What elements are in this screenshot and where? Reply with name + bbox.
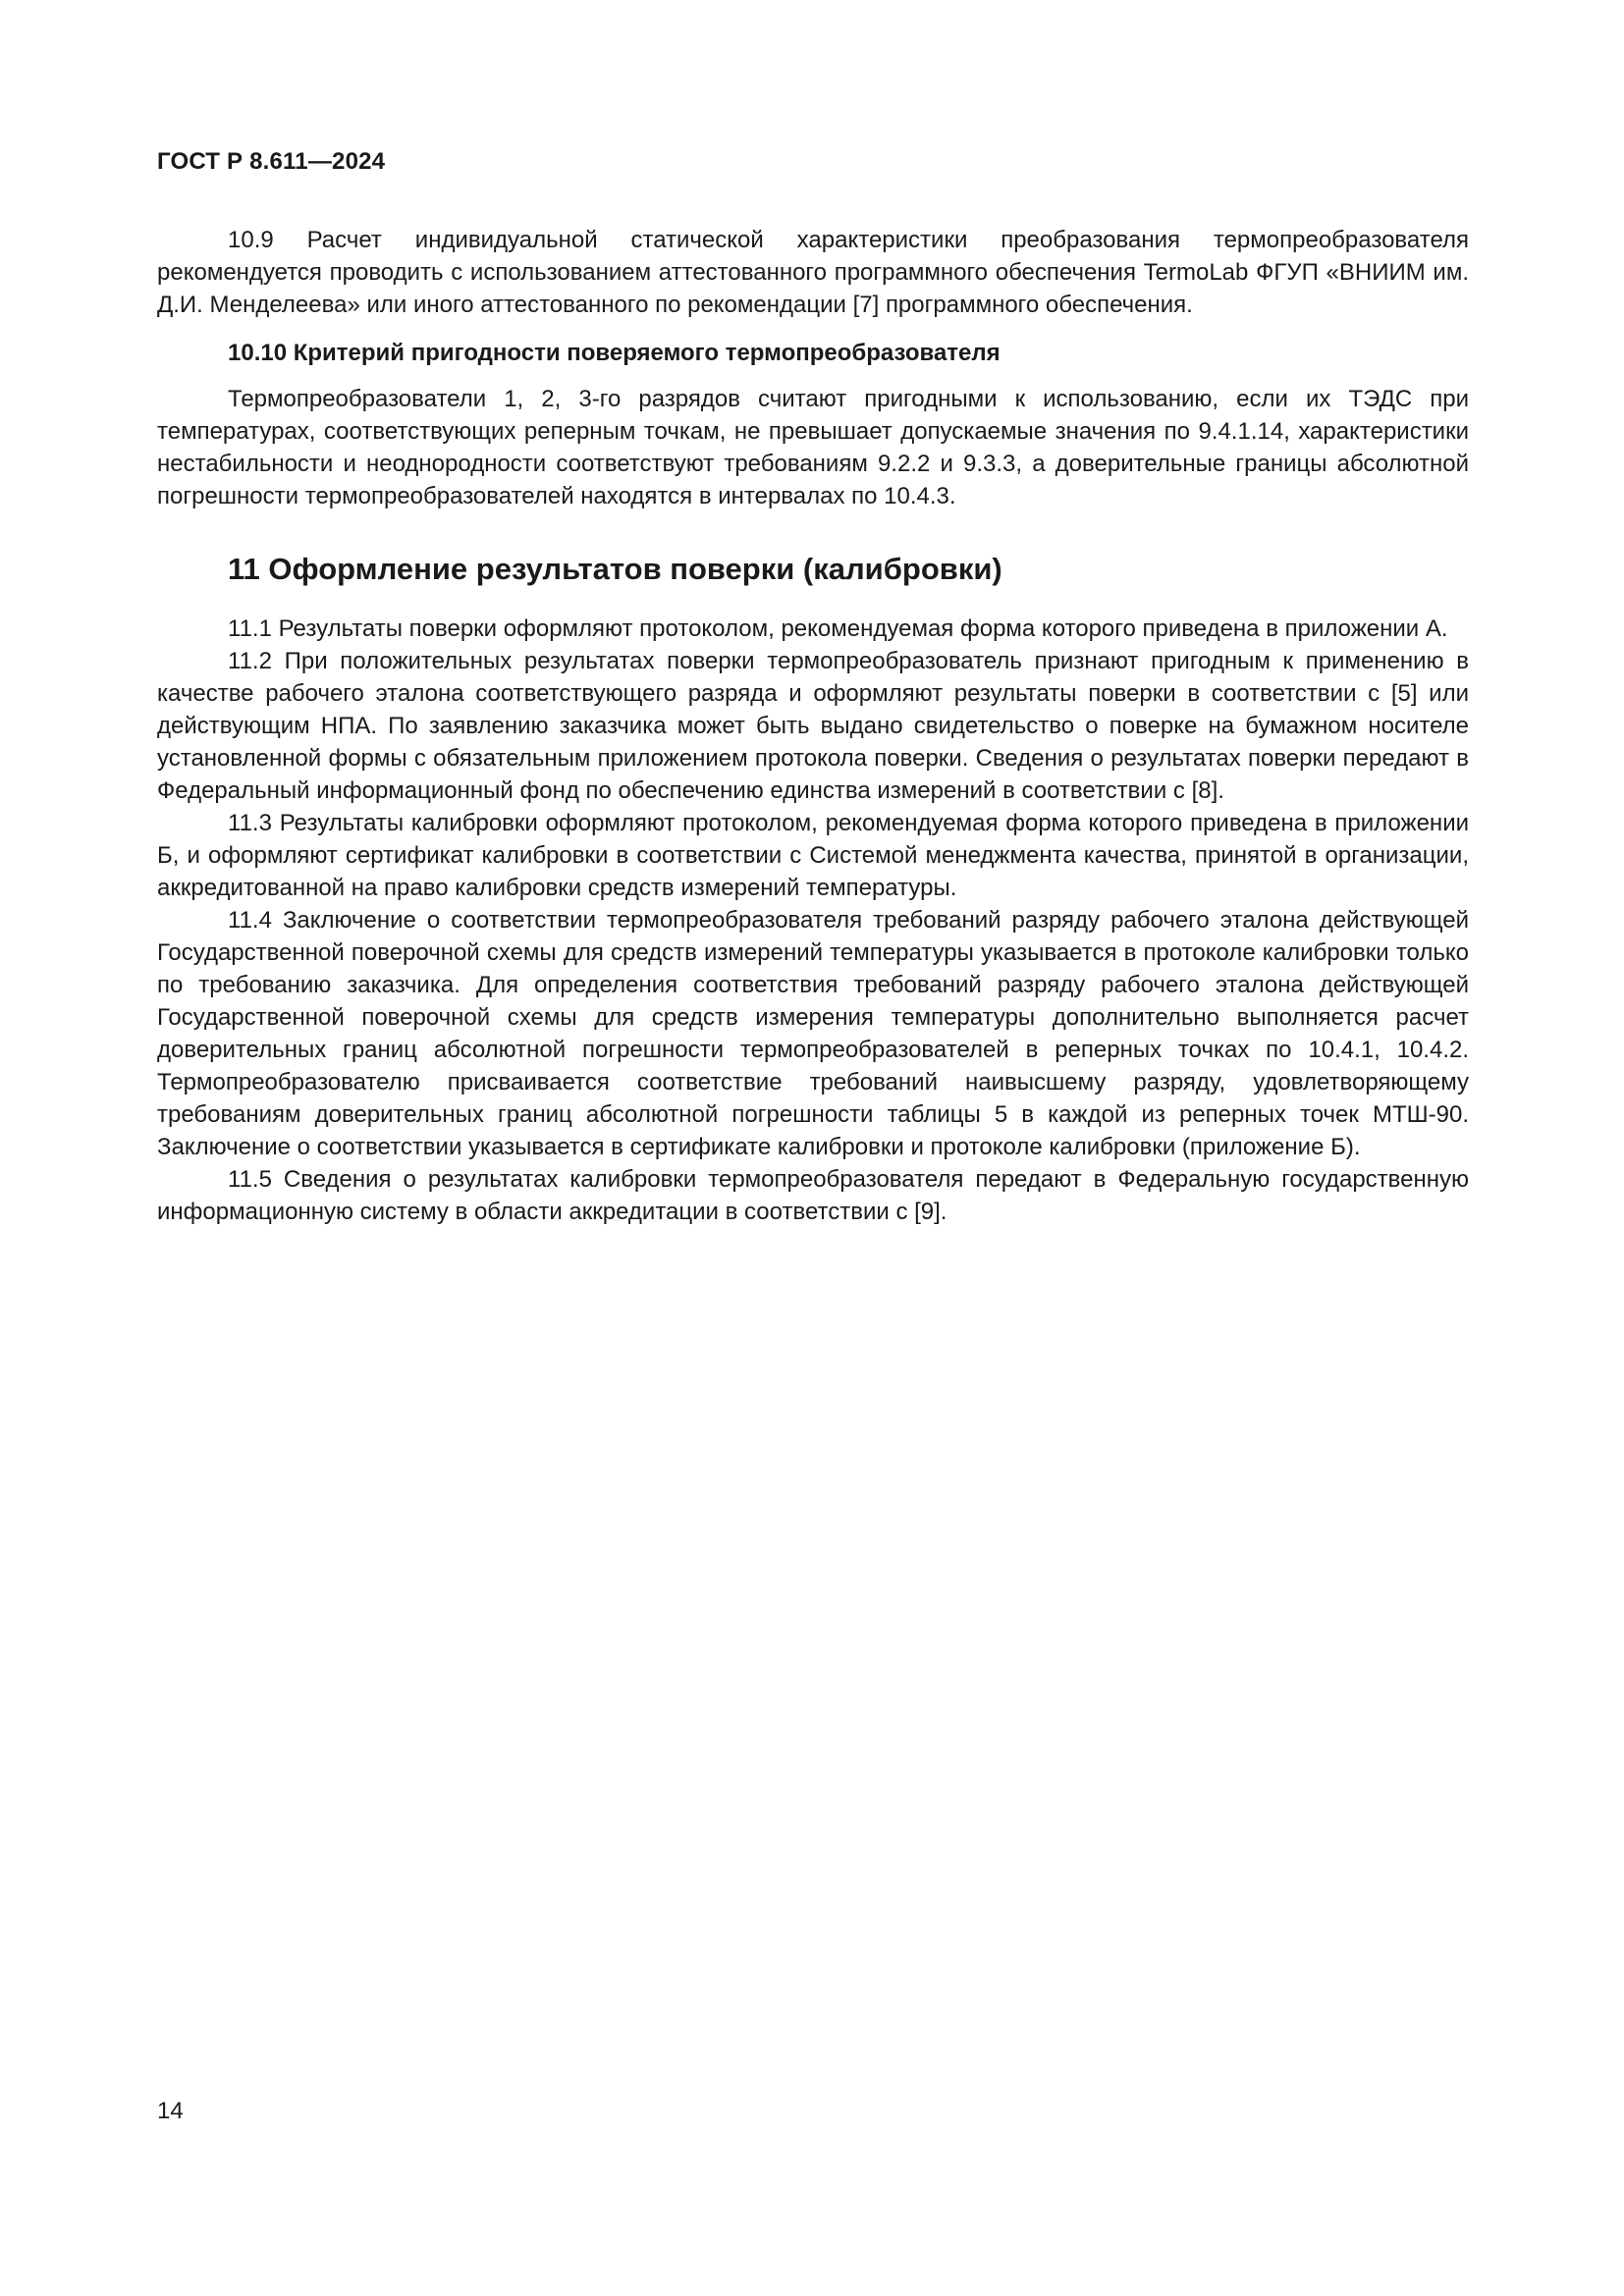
page-number: 14 — [157, 2098, 184, 2124]
document-code-header: ГОСТ Р 8.611—2024 — [157, 148, 386, 175]
paragraph-10-9: 10.9 Расчет индивидуальной статической характеристики преобразования термопреобразователя рекомендуется проводить с использованием аттестованного программного обеспечения TermoLab ФГУП «ВНИИМ им. Д.И. Менделеева» или иного аттестованного по рекомендации [7] программного обеспечения. — [157, 227, 1469, 318]
paragraph-11-2: 11.2 При положительных результатах поверки термопреобразователь признают пригодным к применению в качестве рабочего эталона соответствующего разряда и оформляют результаты поверки в соответствии с [5] или действующим НПА. По заявлению заказчика может быть выдано свидетельство о поверке на бумажном носителе установленной формы с обязательным приложением протокола поверки. Сведения о результатах поверки передают в Федеральный информационный фонд по обеспечению единства измерений в соответствии с [8]. — [157, 648, 1469, 804]
subsection-heading-10-10: 10.10 Критерий пригодности поверяемого термопреобразователя — [228, 340, 1001, 366]
paragraph-11-3: 11.3 Результаты калибровки оформляют протоколом, рекомендуемая форма которого приведена в приложении Б, и оформляют сертификат калибровки в соответствии с Системой менеджмента качества, принятой в организации, аккредитованной на право калибровки средств измерений температуры. — [157, 810, 1469, 901]
section-heading-11: 11 Оформление результатов поверки (калибровки) — [228, 552, 1002, 586]
paragraph-11-5: 11.5 Сведения о результатах калибровки термопреобразователя передают в Федеральную государственную информационную систему в области аккредитации в соответствии с [9]. — [157, 1166, 1469, 1225]
paragraph-10-10: Термопреобразователи 1, 2, 3-го разрядов считают пригодными к использованию, если их ТЭДС при температурах, соответствующих реперным точкам, не превышает допускаемые значения по 9.4.1.14, характеристики нестабильности и неоднородности соответствуют требованиям 9.2.2 и 9.3.3, а доверительные границы абсолютной погрешности термопреобразователей находятся в интервалах по 10.4.3. — [157, 386, 1469, 509]
paragraph-11-4: 11.4 Заключение о соответствии термопреобразователя требований разряду рабочего эталона действующей Государственной поверочной схемы для средств измерений температуры указывается в протоколе калибровки только по требованию заказчика. Для определения соответствия требований разряду рабочего эталона действующей Государственной поверочной схемы для средств измерения температуры дополнительно выполняется расчет доверительных границ абсолютной погрешности термопреобразователей в реперных точках по 10.4.1, 10.4.2. Термопреобразователю присваивается соответствие требований наивысшему разряду, удовлетворяющему требованиям доверительных границ абсолютной погрешности таблицы 5 в каждой из реперных точек МТШ-90. Заключение о соответствии указывается в сертификате калибровки и протоколе калибровки (приложение Б). — [157, 907, 1469, 1160]
paragraph-11-1: 11.1 Результаты поверки оформляют протоколом, рекомендуемая форма которого приведена в приложении А. — [228, 615, 1448, 642]
document-body — [157, 224, 1469, 1228]
document-page — [157, 0, 1469, 2296]
